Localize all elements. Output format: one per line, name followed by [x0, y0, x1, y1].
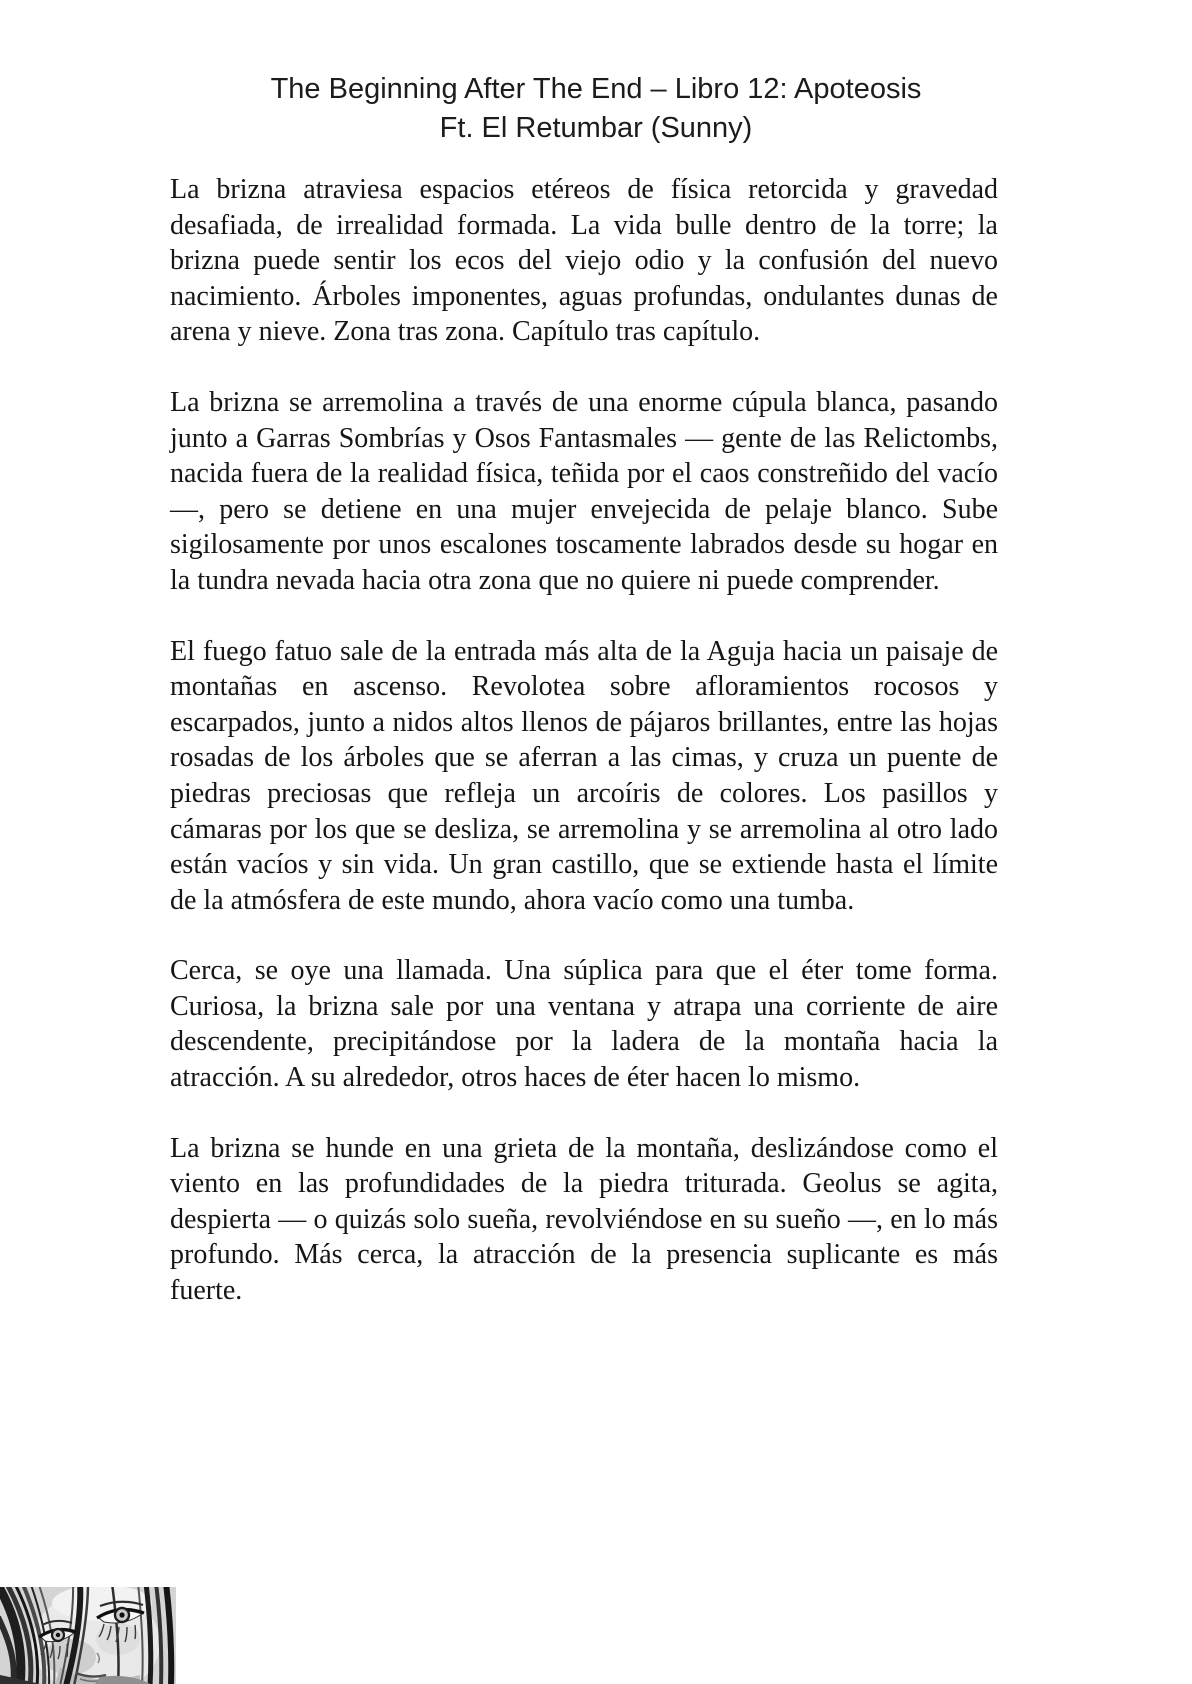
title-line-1: The Beginning After The End – Libro 12: Apoteosis: [270, 73, 922, 105]
paragraph-2: La brizna se arremolina a través de una enorme cúpula blanca, pasando junto a Garras Sombrías y Osos Fantasmales — gente de las Relictombs, nacida fuera de la realidad física, teñida por el caos constreñido del vacío —, pero se detiene en una mujer envejecida de pelaje blanco. Sube sigilosamente por unos escalones toscamente labrados desde su hogar en la tundra nevada hacia otra zona que no quiere ni puede comprender.: [170, 386, 998, 596]
paragraph-4: Cerca, se oye una llamada. Una súplica para que el éter tome forma. Curiosa, la brizna sale por una ventana y atrapa una corriente de aire descendente, precipitándose por la ladera de la montaña hacia la atracción. A su alrededor, otros haces de éter hacen lo mismo.: [170, 955, 998, 1094]
paragraph-5: La brizna se hunde en una grieta de la montaña, deslizándose como el viento en las profundidades de la piedra triturada. Geolus se agita, despierta — o quizás solo sueña, revolviéndose en su sueño —, en lo más profundo. Más cerca, la atracción de la presencia suplicante es más fuerte.: [170, 1132, 998, 1307]
title-line-2: Ft. El Retumbar (Sunny): [439, 112, 753, 144]
document-body: [170, 172, 998, 1309]
manga-face-image: [0, 1587, 176, 1684]
paragraph-3: El fuego fatuo sale de la entrada más alta de la Aguja hacia un paisaje de montañas en ascenso. Revolotea sobre afloramientos rocosos y escarpados, junto a nidos altos llenos de pájaros brillantes, entre las hojas rosadas de los árboles que se aferran a las cimas, y cruza un puente de piedras preciosas que refleja un arcoíris de colores. Los pasillos y cámaras por los que se desliza, se arremolina y se arremolina al otro lado están vacíos y sin vida. Un gran castillo, que se extiende hasta el límite de la atmósfera de este mundo, ahora vacío como una tumba.: [170, 635, 998, 916]
paragraph-1: La brizna atraviesa espacios etéreos de física retorcida y gravedad desafiada, de irrealidad formada. La vida bulle dentro de la torre; la brizna puede sentir los ecos del viejo odio y la confusión del nuevo nacimiento. Árboles imponentes, aguas profundas, ondulantes dunas de arena y nieve. Zona tras zona. Capítulo tras capítulo.: [170, 174, 998, 348]
document-title: [0, 70, 1192, 148]
